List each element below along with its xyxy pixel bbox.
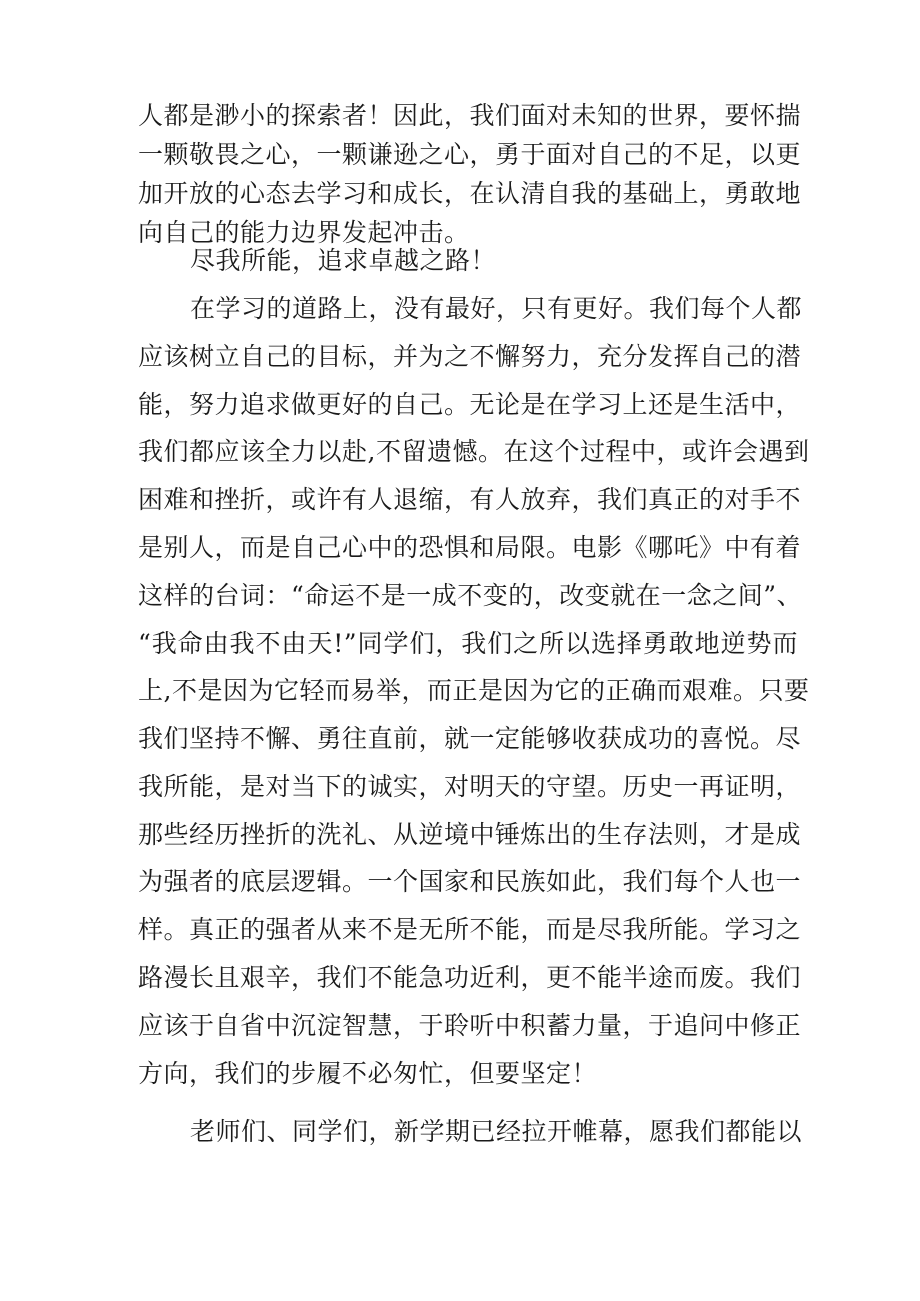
- text-line: 我们都应该全力以赴,不留遗憾。在这个过程中，或许会遇到: [138, 437, 810, 466]
- text-line: 向自己的能力边界发起冲击。: [138, 218, 470, 247]
- text-line: 加开放的心态去学习和成长，在认清自我的基础上，勇敢地: [138, 179, 802, 208]
- text-line: 老师们、同学们，新学期已经拉开帷幕，愿我们都能以: [190, 1117, 803, 1146]
- text-line: 一颗敬畏之心，一颗谦逊之心，勇于面对自己的不足，以更: [138, 140, 802, 169]
- text-line: “我命由我不由天!”同学们，我们之所以选择勇敢地逆势而: [138, 629, 798, 658]
- text-line: 应该树立自己的目标，并为之不懈努力，充分发挥自己的潜: [138, 342, 802, 371]
- text-line: 困难和挫折，或许有人退缩，有人放弃，我们真正的对手不: [138, 485, 802, 514]
- text-line: 方向，我们的步履不必匆忙，但要坚定！: [138, 1059, 598, 1088]
- text-line: 这样的台词：“命运不是一成不变的，改变就在一念之间”、: [138, 581, 803, 610]
- text-line: 应该于自省中沉淀智慧，于聆听中积蓄力量，于追问中修正: [138, 1011, 802, 1040]
- text-line: 路漫长且艰辛，我们不能急功近利，更不能半途而废。我们: [138, 963, 802, 992]
- text-line: 样。真正的强者从来不是无所不能，而是尽我所能。学习之: [138, 915, 802, 944]
- text-line: 在学习的道路上，没有最好，只有更好。我们每个人都: [190, 294, 803, 323]
- text-line: 能，努力追求做更好的自己。无论是在学习上还是生活中，: [138, 390, 802, 419]
- section-heading: 尽我所能，追求卓越之路！: [190, 246, 497, 275]
- text-line: 那些经历挫折的洗礼、从逆境中锤炼出的生存法则，才是成: [138, 820, 802, 849]
- text-line: 为强者的底层逻辑。一个国家和民族如此，我们每个人也一: [138, 867, 802, 896]
- text-line: 我所能，是对当下的诚实，对明天的守望。历史一再证明，: [138, 772, 802, 801]
- text-line: 人都是渺小的探索者！因此，我们面对未知的世界，要怀揣: [138, 101, 802, 130]
- text-line: 我们坚持不懈、勇往直前，就一定能够收获成功的喜悦。尽: [138, 724, 802, 753]
- text-line: 上,不是因为它轻而易举，而正是因为它的正确而艰难。只要: [138, 676, 810, 705]
- text-line: 是别人，而是自己心中的恐惧和局限。电影《哪吒》中有着: [138, 533, 802, 562]
